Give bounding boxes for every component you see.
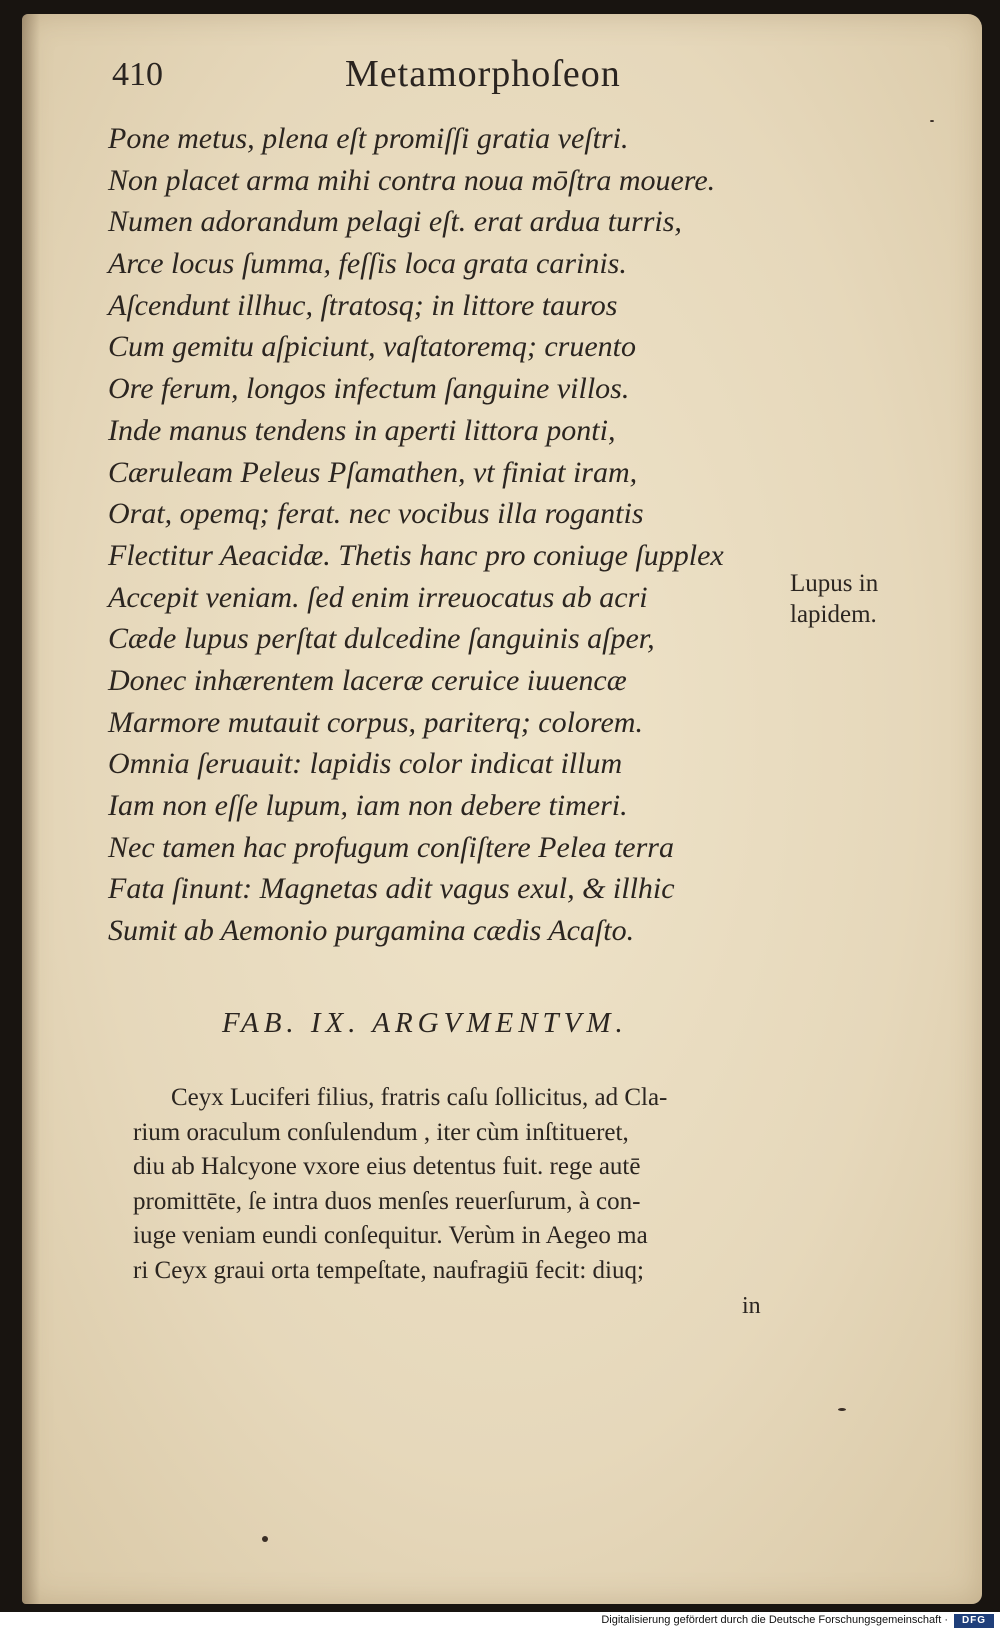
- verse-line: Flectitur Aeacidæ. Thetis hanc pro coniuge ſupplex: [108, 538, 724, 572]
- prose-line: ri Ceyx graui orta tempeſtate, naufragiū fecit: diuq;: [133, 1256, 644, 1284]
- margin-note-line: lapidem.: [790, 601, 877, 628]
- prose-line: diu ab Halcyone vxore eius detentus fuit. rege autē: [133, 1153, 641, 1180]
- verse-line: Non placet arma mihi contra noua mōſtra mouere.: [108, 163, 716, 197]
- prose-line: Ceyx Luciferi filius, fratris caſu ſollicitus, ad Cla-: [171, 1084, 668, 1111]
- page-gutter-shadow: [22, 14, 40, 1604]
- verse-line: Omnia ſeruauit: lapidis color indicat illum: [108, 747, 623, 781]
- verse-line: Cæruleam Peleus Pſamathen, vt finiat iram,: [108, 455, 638, 489]
- ink-speck: [930, 120, 934, 122]
- verse-line: Cæde lupus perſtat dulcedine ſanguinis aſper,: [108, 622, 655, 656]
- argument-paragraph: [133, 1081, 813, 1288]
- ink-speck: [838, 1408, 846, 1411]
- prose-line: rium oraculum conſulendum , iter cùm inſtitueret,: [133, 1118, 629, 1146]
- verse-line: Pone metus, plena eſt promiſſi gratia veſtri.: [108, 122, 629, 155]
- catchword: in: [742, 1293, 761, 1319]
- page-number: 410: [112, 56, 163, 93]
- verse-line: Aſcendunt illhuc, ſtratosq; in littore tauros: [108, 288, 618, 322]
- verse-line: Arce locus ſumma, feſſis loca grata carinis.: [108, 247, 627, 281]
- verse-line: Ore ferum, longos infectum ſanguine villos.: [108, 372, 630, 406]
- dfg-logo: DFG: [954, 1614, 994, 1628]
- verse-line: Accepit veniam. ſed enim irreuocatus ab acri: [108, 580, 648, 614]
- verse-line: Orat, opemq; ferat. nec vocibus illa rogantis: [108, 497, 644, 531]
- prose-line: promittēte, ſe intra duos menſes reuerſurum, à con-: [133, 1187, 641, 1215]
- verse-line: Donec inhærentem laceræ ceruice iuuencæ: [108, 663, 627, 697]
- verse-line: Inde manus tendens in aperti littora ponti,: [108, 413, 616, 447]
- verse-block: [108, 118, 798, 952]
- verse-line: Sumit ab Aemonio purgamina cædis Acaſto.: [108, 914, 635, 948]
- running-title: Metamorphoſeon: [345, 53, 621, 95]
- verse-line: Iam non eſſe lupum, iam non debere timeri.: [108, 789, 628, 822]
- ink-speck: [262, 1536, 268, 1542]
- verse-line: Fata ſinunt: Magnetas adit vagus exul, & illhic: [108, 872, 675, 906]
- verse-line: Marmore mutauit corpus, pariterq; colorem.: [108, 705, 643, 739]
- margin-note-line: Lupus in: [790, 570, 879, 597]
- verse-line: Cum gemitu aſpiciunt, vaſtatoremq; cruento: [108, 330, 636, 364]
- fable-heading: FAB. IX. ARGVMENTVM.: [222, 1007, 628, 1039]
- verse-line: Numen adorandum pelagi eſt. erat ardua turris,: [108, 205, 682, 239]
- funding-credit: Digitalisierung gefördert durch die Deutsche Forschungsgemeinschaft ·: [601, 1614, 948, 1626]
- margin-note: [790, 568, 930, 630]
- prose-line: iuge veniam eundi conſequitur. Verùm in Aegeo ma: [133, 1222, 648, 1249]
- verse-line: Nec tamen hac profugum conſiſtere Pelea terra: [108, 830, 674, 864]
